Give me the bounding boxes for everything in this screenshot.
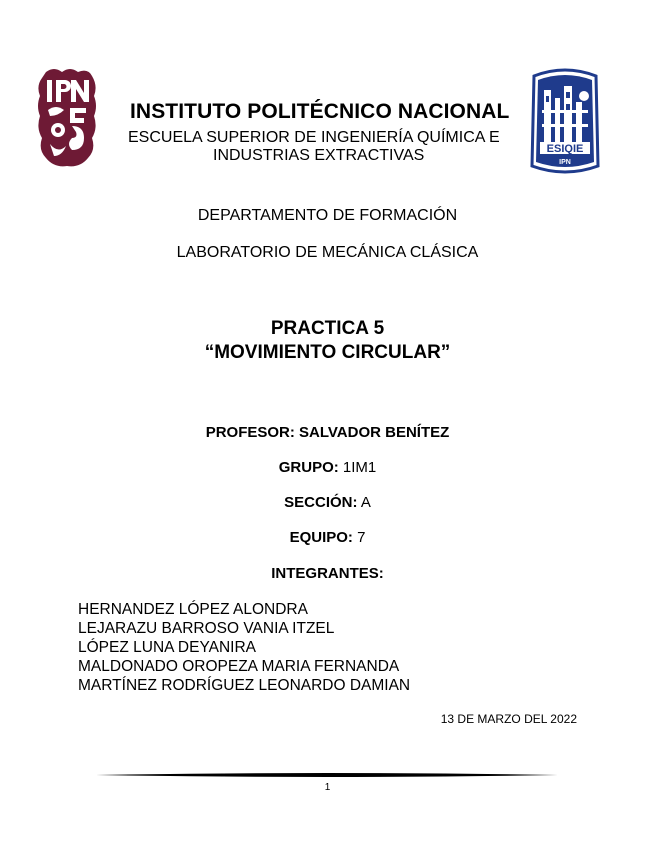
svg-text:ESIQIE: ESIQIE xyxy=(546,143,584,155)
members-label: INTEGRANTES: xyxy=(271,565,384,582)
section-line xyxy=(0,494,655,511)
institution-name: INSTITUTO POLITÉCNICO NACIONAL xyxy=(130,100,510,123)
practice-subtitle: “MOVIMIENTO CIRCULAR” xyxy=(204,342,451,363)
team-label: EQUIPO: xyxy=(289,529,353,546)
document-date: 13 DE MARZO DEL 2022 xyxy=(440,712,577,726)
school-name-line-2: INDUSTRIAS EXTRACTIVAS xyxy=(213,147,425,164)
practice-title: PRACTICA 5 xyxy=(270,318,385,339)
esiqie-logo-icon xyxy=(528,68,602,174)
list-item: MALDONADO OROPEZA MARIA FERNANDA xyxy=(78,658,400,675)
team-line xyxy=(0,529,655,546)
footer-divider xyxy=(96,772,558,778)
members-list xyxy=(78,600,410,695)
page-number: 1 xyxy=(324,782,331,793)
professor-line: PROFESOR: SALVADOR BENÍTEZ xyxy=(205,424,450,441)
svg-text:IPN: IPN xyxy=(559,159,571,166)
list-item: LÓPEZ LUNA DEYANIRA xyxy=(78,639,257,656)
school-name-line-1: ESCUELA SUPERIOR DE INGENIERÍA QUÍMICA E xyxy=(128,129,500,146)
group-line xyxy=(0,459,655,476)
section-value: A xyxy=(360,494,371,511)
section-label: SECCIÓN: xyxy=(284,494,358,511)
laboratory-name: LABORATORIO DE MECÁNICA CLÁSICA xyxy=(176,244,479,261)
ipn-logo-icon xyxy=(36,66,98,170)
list-item: HERNANDEZ LÓPEZ ALONDRA xyxy=(78,601,308,618)
department-name: DEPARTAMENTO DE FORMACIÓN xyxy=(197,207,458,224)
list-item: MARTÍNEZ RODRÍGUEZ LEONARDO DAMIAN xyxy=(78,677,411,694)
group-value: 1IM1 xyxy=(342,459,377,476)
team-value: 7 xyxy=(357,529,366,546)
group-label: GRUPO: xyxy=(278,459,339,476)
list-item: LEJARAZU BARROSO VANIA ITZEL xyxy=(78,620,335,637)
